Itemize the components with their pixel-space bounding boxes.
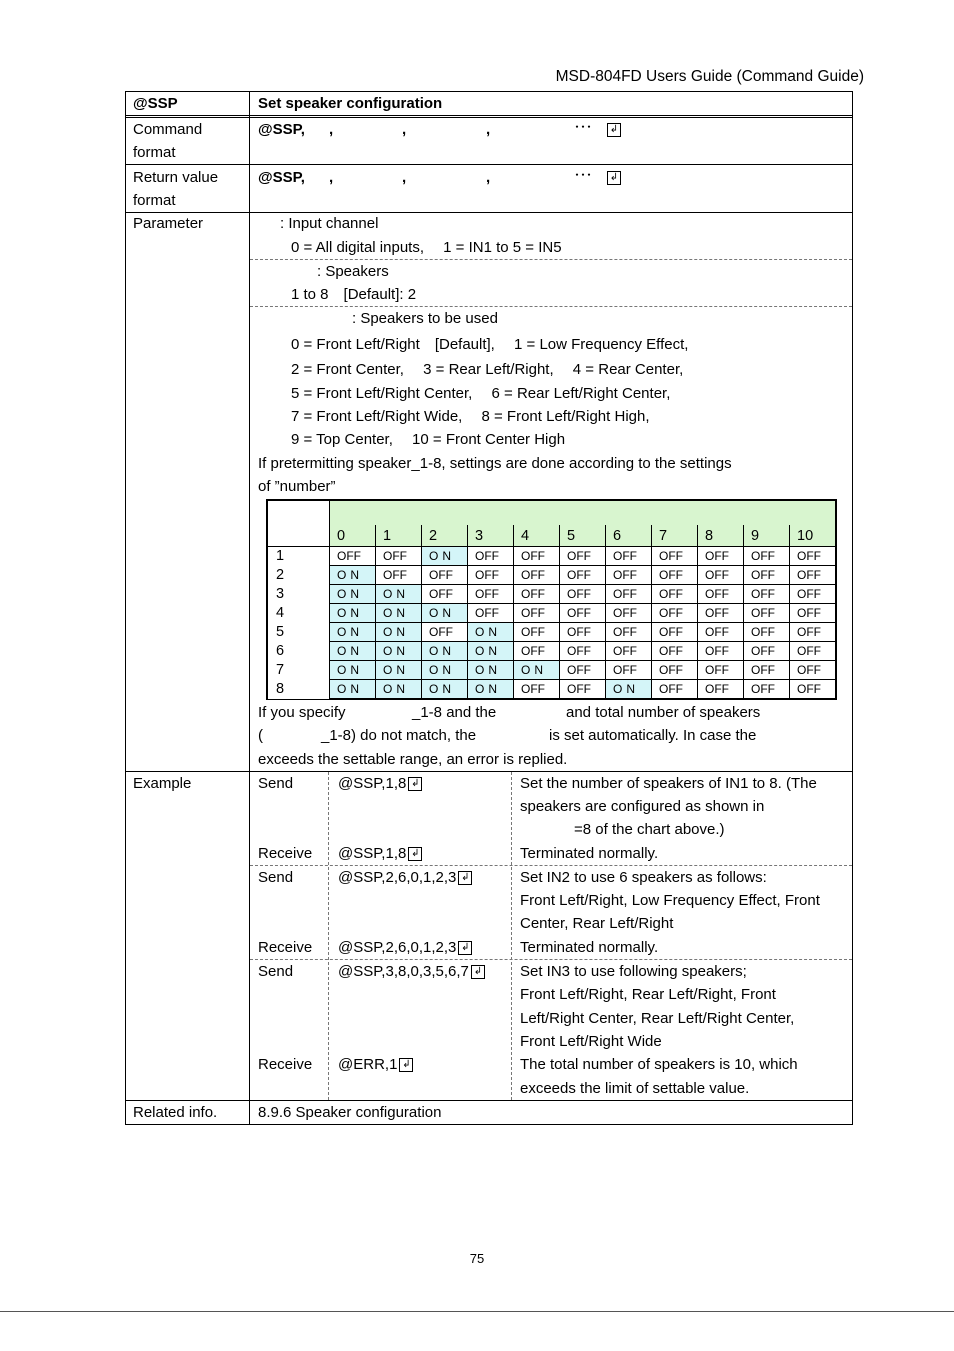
chart-cell-off: OFF xyxy=(468,604,514,623)
chart-cell-off: OFF xyxy=(744,661,790,680)
example-label: Example xyxy=(133,775,192,792)
param-mismatch-b3: is set automatically. In case the xyxy=(549,727,757,744)
return-format-comma: , xyxy=(402,169,407,186)
chart-column-header: 3 xyxy=(468,525,514,547)
command-format-label-2: format xyxy=(133,144,176,161)
chart-cell-off: OFF xyxy=(560,680,606,699)
chart-cell-off: OFF xyxy=(698,623,744,642)
parameter-label: Parameter xyxy=(133,215,204,232)
chart-cell-off: OFF xyxy=(744,680,790,699)
chart-cell-off: OFF xyxy=(698,680,744,699)
return-format-ellipsis: ･･･ xyxy=(574,168,593,182)
chart-cell-on: ON xyxy=(330,604,376,623)
chart-cell-on: ON xyxy=(422,642,468,661)
related-label: Related info. xyxy=(133,1104,218,1121)
chart-row-label: 2 xyxy=(268,566,330,585)
chart-row xyxy=(268,642,836,661)
param-used-line: 0 = Front Left/Right [Default], 1 = Low Frequency Effect, xyxy=(291,336,689,353)
chart-cell-on: ON xyxy=(422,661,468,680)
chart-row xyxy=(268,623,836,642)
chart-cell-on: ON xyxy=(422,547,468,566)
chart-cell-on: ON xyxy=(376,604,422,623)
chart-row-label: 7 xyxy=(268,661,330,680)
param-used-line: 2 = Front Center, 3 = Rear Left/Right, 4 = Rear Center, xyxy=(291,361,684,378)
receive-command: @SSP,1,8 ↲ xyxy=(338,842,422,865)
chart-cell-off: OFF xyxy=(790,680,836,699)
chart-column-header: 8 xyxy=(698,525,744,547)
return-format-label-2: format xyxy=(133,192,176,209)
chart-cell-off: OFF xyxy=(698,547,744,566)
chart-cell-off: OFF xyxy=(376,547,422,566)
receive-label: Receive xyxy=(258,939,313,956)
example-desc: Center, Rear Left/Right xyxy=(520,915,674,932)
send-label: Send xyxy=(258,869,294,886)
example-desc: Set the number of speakers of IN1 to 8. (The xyxy=(520,775,817,792)
chart-cell-off: OFF xyxy=(606,566,652,585)
chart-cell-off: OFF xyxy=(744,623,790,642)
chart-cell-off: OFF xyxy=(790,661,836,680)
chart-cell-on: ON xyxy=(376,585,422,604)
chart-column-header: 2 xyxy=(422,525,468,547)
chart-row-label: 8 xyxy=(268,680,330,699)
chart-cell-off: OFF xyxy=(514,680,560,699)
chart-cell-off: OFF xyxy=(514,642,560,661)
chart-row xyxy=(268,661,836,680)
param-mismatch-a2: _1-8 and the xyxy=(412,704,497,721)
send-command: @SSP,3,8,0,3,5,6,7 ↲ xyxy=(338,960,485,983)
example-desc: Left/Right Center, Rear Left/Right Center, xyxy=(520,1010,795,1027)
chart-cell-off: OFF xyxy=(560,547,606,566)
chart-column-header: 4 xyxy=(514,525,560,547)
return-key-icon: ↲ xyxy=(458,941,472,955)
chart-cell-off: OFF xyxy=(790,547,836,566)
chart-column-header: 9 xyxy=(744,525,790,547)
chart-row xyxy=(268,680,836,699)
return-key-icon: ↲ xyxy=(471,965,485,979)
command-format-comma: , xyxy=(402,121,407,138)
param-used-line: 9 = Top Center, 10 = Front Center High xyxy=(291,431,566,448)
param-input-values: 0 = All digital inputs, 1 = IN1 to 5 = IN5 xyxy=(291,239,562,256)
chart-row-label: 1 xyxy=(268,547,330,566)
param-input-heading: : Input channel xyxy=(280,215,379,232)
example-desc: Set IN3 to use following speakers; xyxy=(520,963,747,980)
chart-cell-off: OFF xyxy=(606,604,652,623)
chart-row xyxy=(268,585,836,604)
chart-header-band xyxy=(330,501,836,526)
return-key-icon: ↲ xyxy=(408,777,422,791)
chart-column-header: 7 xyxy=(652,525,698,547)
param-used-line: 5 = Front Left/Right Center, 6 = Rear Left/Right Center, xyxy=(291,385,671,402)
receive-command: @SSP,2,6,0,1,2,3 ↲ xyxy=(338,936,472,959)
chart-cell-off: OFF xyxy=(698,566,744,585)
chart-cell-off: OFF xyxy=(514,585,560,604)
chart-cell-on: ON xyxy=(330,680,376,699)
chart-cell-off: OFF xyxy=(744,585,790,604)
chart-cell-off: OFF xyxy=(652,661,698,680)
example-desc: Set IN2 to use 6 speakers as follows: xyxy=(520,869,767,886)
receive-command: @ERR,1 ↲ xyxy=(338,1053,413,1076)
command-format-comma: , xyxy=(486,121,491,138)
chart-cell-on: ON xyxy=(468,661,514,680)
command-description: Set speaker configuration xyxy=(258,95,443,112)
param-omit-note: If pretermitting speaker_1-8, settings are done according to the settings xyxy=(258,455,732,472)
chart-cell-off: OFF xyxy=(744,547,790,566)
chart-cell-off: OFF xyxy=(790,623,836,642)
chart-row xyxy=(268,547,836,566)
return-key-icon: ↲ xyxy=(408,847,422,861)
chart-cell-off: OFF xyxy=(790,566,836,585)
chart-cell-on: ON xyxy=(422,604,468,623)
chart-cell-off: OFF xyxy=(468,566,514,585)
chart-cell-off: OFF xyxy=(790,604,836,623)
example-desc: =8 of the chart above.) xyxy=(574,821,725,838)
chart-cell-on: ON xyxy=(376,623,422,642)
param-speakers-heading: : Speakers xyxy=(317,263,389,280)
chart-cell-off: OFF xyxy=(606,642,652,661)
chart-cell-off: OFF xyxy=(606,547,652,566)
chart-cell-off: OFF xyxy=(468,585,514,604)
chart-cell-off: OFF xyxy=(790,642,836,661)
chart-cell-off: OFF xyxy=(606,585,652,604)
chart-cell-off: OFF xyxy=(560,623,606,642)
send-command: @SSP,1,8 ↲ xyxy=(338,772,422,795)
example-result: Terminated normally. xyxy=(520,845,659,862)
chart-cell-off: OFF xyxy=(422,623,468,642)
chart-cell-on: ON xyxy=(606,680,652,699)
chart-cell-off: OFF xyxy=(468,547,514,566)
chart-cell-on: ON xyxy=(330,642,376,661)
related-value: 8.9.6 Speaker configuration xyxy=(258,1104,442,1121)
return-key-icon: ↲ xyxy=(458,871,472,885)
param-speakers-values: 1 to 8 [Default]: 2 xyxy=(291,286,417,303)
chart-cell-off: OFF xyxy=(744,604,790,623)
chart-cell-off: OFF xyxy=(560,661,606,680)
chart-cell-off: OFF xyxy=(560,585,606,604)
send-label: Send xyxy=(258,775,294,792)
chart-cell-off: OFF xyxy=(514,566,560,585)
chart-cell-off: OFF xyxy=(560,604,606,623)
return-format-comma: , xyxy=(329,169,334,186)
footer-rule xyxy=(0,1311,954,1312)
example-desc: speakers are configured as shown in xyxy=(520,798,765,815)
chart-row-label: 3 xyxy=(268,585,330,604)
chart-cell-on: ON xyxy=(468,623,514,642)
chart-cell-off: OFF xyxy=(652,680,698,699)
command-format-prefix: @SSP, xyxy=(258,121,305,138)
receive-label: Receive xyxy=(258,845,313,862)
param-mismatch-a3: and total number of speakers xyxy=(566,704,761,721)
return-format-prefix: @SSP, xyxy=(258,169,305,186)
chart-cell-on: ON xyxy=(376,680,422,699)
chart-cell-on: ON xyxy=(514,661,560,680)
chart-cell-off: OFF xyxy=(514,547,560,566)
example-result: Terminated normally. xyxy=(520,939,659,956)
chart-column-header: 0 xyxy=(330,525,376,547)
chart-cell-off: OFF xyxy=(652,604,698,623)
chart-cell-off: OFF xyxy=(698,604,744,623)
param-mismatch-b2: _1-8) do not match, the xyxy=(321,727,477,744)
chart-cell-off: OFF xyxy=(652,566,698,585)
chart-cell-on: ON xyxy=(376,642,422,661)
chart-cell-on: ON xyxy=(330,661,376,680)
chart-cell-off: OFF xyxy=(698,642,744,661)
chart-cell-off: OFF xyxy=(652,642,698,661)
send-command: @SSP,2,6,0,1,2,3 ↲ xyxy=(338,866,472,889)
chart-cell-off: OFF xyxy=(560,642,606,661)
chart-column-header: 6 xyxy=(606,525,652,547)
chart-cell-off: OFF xyxy=(560,566,606,585)
return-key-icon: ↲ xyxy=(607,123,621,137)
chart-column-header: 1 xyxy=(376,525,422,547)
chart-cell-on: ON xyxy=(330,566,376,585)
chart-cell-off: OFF xyxy=(330,547,376,566)
document-header: MSD-804FD Users Guide (Command Guide) xyxy=(555,68,864,85)
param-mismatch-a1: If you specify xyxy=(258,704,346,721)
chart-column-header: 5 xyxy=(560,525,606,547)
example-result: exceeds the limit of settable value. xyxy=(520,1080,750,1097)
chart-row-label: 4 xyxy=(268,604,330,623)
chart-cell-off: OFF xyxy=(652,547,698,566)
command-name: @SSP xyxy=(133,95,178,112)
return-format-comma: , xyxy=(486,169,491,186)
example-result: The total number of speakers is 10, which xyxy=(520,1056,798,1073)
example-desc: Front Left/Right, Rear Left/Right, Front xyxy=(520,986,776,1003)
chart-cell-off: OFF xyxy=(744,642,790,661)
chart-row xyxy=(268,566,836,585)
example-desc: Front Left/Right Wide xyxy=(520,1033,662,1050)
chart-row-label: 6 xyxy=(268,642,330,661)
return-key-icon: ↲ xyxy=(399,1058,413,1072)
chart-cell-off: OFF xyxy=(698,585,744,604)
send-label: Send xyxy=(258,963,294,980)
return-format-label: Return value xyxy=(133,169,219,186)
speaker-chart xyxy=(266,499,837,700)
chart-corner-cell xyxy=(268,501,330,547)
chart-cell-off: OFF xyxy=(422,585,468,604)
chart-cell-off: OFF xyxy=(790,585,836,604)
command-format-ellipsis: ･･･ xyxy=(574,120,593,134)
chart-cell-off: OFF xyxy=(514,604,560,623)
chart-cell-on: ON xyxy=(330,623,376,642)
chart-cell-on: ON xyxy=(330,585,376,604)
chart-cell-on: ON xyxy=(468,642,514,661)
param-mismatch-b1: ( xyxy=(258,727,263,744)
receive-label: Receive xyxy=(258,1056,313,1073)
example-desc: Front Left/Right, Low Frequency Effect, Front xyxy=(520,892,820,909)
command-format-comma: , xyxy=(329,121,334,138)
chart-cell-off: OFF xyxy=(652,585,698,604)
chart-cell-off: OFF xyxy=(744,566,790,585)
command-format-label: Command xyxy=(133,121,203,138)
chart-cell-off: OFF xyxy=(514,623,560,642)
chart-cell-off: OFF xyxy=(606,623,652,642)
chart-row-label: 5 xyxy=(268,623,330,642)
chart-cell-off: OFF xyxy=(698,661,744,680)
param-used-heading: : Speakers to be used xyxy=(352,310,498,327)
chart-cell-off: OFF xyxy=(606,661,652,680)
chart-column-header: 10 xyxy=(790,525,836,547)
chart-row xyxy=(268,604,836,623)
param-omit-note-2: of ”number” xyxy=(258,478,336,495)
param-mismatch-c: exceeds the settable range, an error is replied. xyxy=(258,751,568,768)
page-number: 75 xyxy=(469,1251,485,1266)
chart-cell-on: ON xyxy=(422,680,468,699)
chart-cell-off: OFF xyxy=(652,623,698,642)
chart-cell-off: OFF xyxy=(422,566,468,585)
param-used-line: 7 = Front Left/Right Wide, 8 = Front Left/Right High, xyxy=(291,408,650,425)
chart-cell-on: ON xyxy=(376,661,422,680)
chart-cell-off: OFF xyxy=(376,566,422,585)
return-key-icon: ↲ xyxy=(607,171,621,185)
chart-cell-on: ON xyxy=(468,680,514,699)
